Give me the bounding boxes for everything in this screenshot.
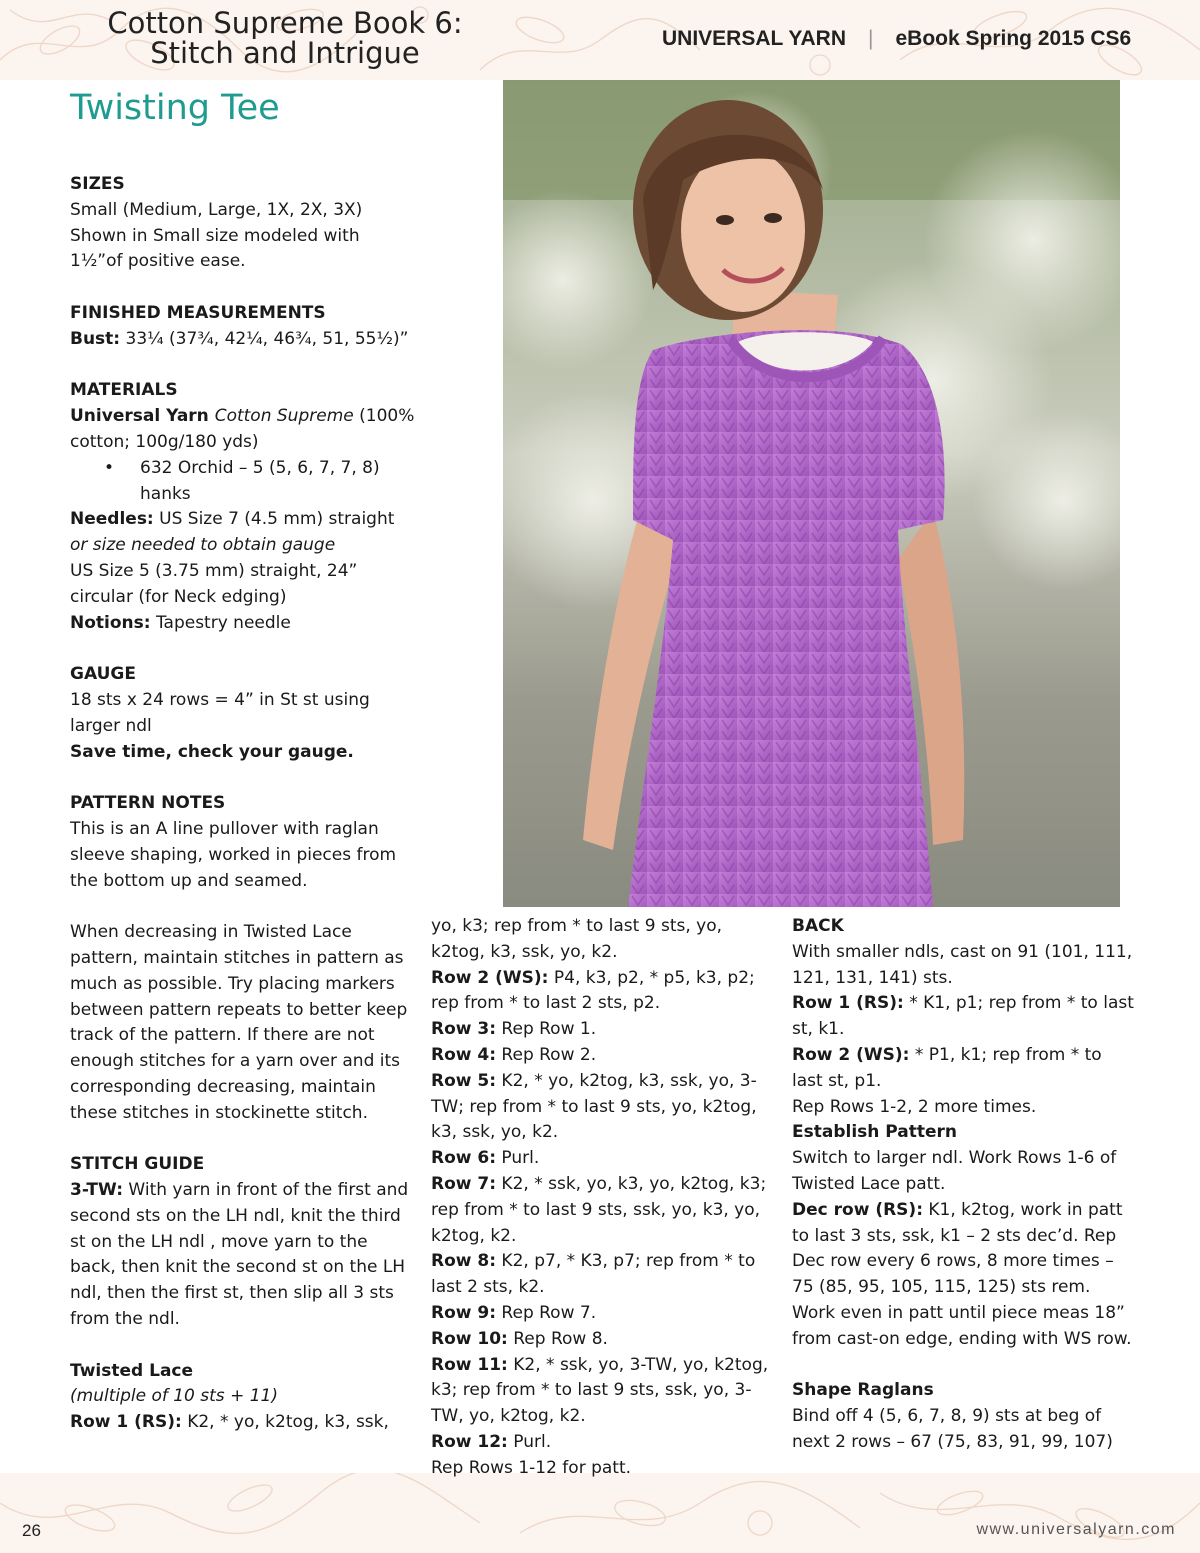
row-label: Row 5: xyxy=(431,1070,497,1091)
row-text: P4, k3, p2, * p5, k3, p2; rep from * to last 2 sts, p2. xyxy=(431,967,755,1014)
colorway-list-item xyxy=(70,456,415,508)
pattern-notes-text1: This is an A line pullover with raglan sleeve shaping, worked in pieces from the bottom up and seamed. xyxy=(70,818,397,891)
stitch-guide-heading: STITCH GUIDE xyxy=(70,1154,205,1175)
yarn-details: (100% cotton; 100g/180 yds) xyxy=(70,406,415,452)
establish-pattern-text: Switch to larger ndl. Work Rows 1-6 of Twisted Lace patt. xyxy=(792,1148,1117,1194)
lace-row-7 xyxy=(431,1172,776,1249)
yarn-brand: Universal Yarn xyxy=(70,406,215,427)
page-number: 26 xyxy=(22,1521,41,1540)
lace-repeat-note: Rep Rows 1-12 for patt. xyxy=(431,1457,632,1478)
row-label: Row 2 (WS): xyxy=(792,1044,910,1065)
row-text: K2, p7, * K3, p7; rep from * to last 2 sts, k2. xyxy=(431,1251,756,1298)
back-heading: BACK xyxy=(792,916,844,936)
back-row-1 xyxy=(792,991,1137,1043)
row-label: Row 8: xyxy=(431,1251,497,1272)
row-text: K2, * yo, k2tog, k3, ssk, xyxy=(181,1412,389,1433)
row-label: Row 4: xyxy=(431,1044,497,1065)
twisted-lace-multiple: (multiple of 10 sts + 11) xyxy=(70,1386,278,1407)
dec-row-text: K1, k2tog, work in patt to last 3 sts, ssk, k1 – 2 sts dec’d. Rep Dec row every 6 rows, 8 more times – 75 (85, 95, 105, 115, 125) sts rem. xyxy=(792,1199,1123,1298)
row-label: Row 9: xyxy=(431,1302,497,1323)
row-text: Rep Row 7. xyxy=(496,1302,597,1323)
shape-raglans-text: Bind off 4 (5, 6, 7, 8, 9) sts at beg of next 2 rows – 67 (75, 83, 91, 99, 107) xyxy=(792,1406,1113,1452)
lace-row-5 xyxy=(431,1069,776,1146)
three-tw-text: With yarn in front of the first and second sts on the LH ndl, knit the third st on the LH ndl , move yarn to the back, then knit the second st on the LH ndl, then the first st, then slip all 3 sts from the ndl. xyxy=(70,1180,409,1330)
row-label: Row 10: xyxy=(431,1328,508,1349)
model-photo xyxy=(503,80,1120,907)
dec-row xyxy=(792,1198,1137,1301)
row-text: Rep Row 8. xyxy=(507,1328,608,1349)
lace-row-3 xyxy=(431,1017,776,1043)
needles-small: US Size 5 (3.75 mm) straight, 24” circular (for Neck edging) xyxy=(70,560,358,607)
lace-row-6 xyxy=(431,1146,776,1172)
pattern-notes-text2: When decreasing in Twisted Lace pattern, maintain stitches in pattern as much as possible. Try placing markers between pattern repeats to better keep track of the pattern. If there are not enough stitches for a yarn over and its corresponding decreasing, maintain these stitches in stockinette stitch. xyxy=(70,922,408,1123)
materials-heading: MATERIALS xyxy=(70,380,178,401)
back-row-2 xyxy=(792,1043,1137,1095)
gauge-check: Save time, check your gauge. xyxy=(70,741,354,762)
shape-raglans-heading: Shape Raglans xyxy=(792,1380,934,1401)
bust-label: Bust: xyxy=(70,328,121,349)
needles-gauge-note: or size needed to obtain gauge xyxy=(70,535,336,556)
column-left xyxy=(70,172,415,1436)
back-repeat-note: Rep Rows 1-2, 2 more times. xyxy=(792,1096,1037,1117)
book-title-line2: Stitch and Intrigue xyxy=(150,36,420,70)
needles-label: Needles: xyxy=(70,509,154,530)
floral-pattern-icon xyxy=(0,1473,1200,1553)
lace-row-4 xyxy=(431,1043,776,1069)
row-text: Purl. xyxy=(496,1148,540,1169)
pattern-notes-heading: PATTERN NOTES xyxy=(70,793,226,814)
brand-name: UNIVERSAL YARN xyxy=(662,27,846,50)
row-text: * K1, p1; rep from * to last st, k1. xyxy=(792,993,1134,1040)
work-even-text: Work even in patt until piece meas 18” from cast-on edge, ending with WS row. xyxy=(792,1302,1132,1349)
establish-pattern-heading: Establish Pattern xyxy=(792,1122,958,1143)
notions-value: Tapestry needle xyxy=(150,612,291,633)
row-text: * P1, k1; rep from * to last st, p1. xyxy=(792,1044,1102,1091)
row-text: Rep Row 1. xyxy=(496,1019,597,1040)
sizes-heading: SIZES xyxy=(70,174,125,194)
column-middle xyxy=(431,914,776,1482)
header-brand-info xyxy=(662,27,1131,51)
three-tw-label: 3-TW: xyxy=(70,1180,124,1201)
lace-row-1 xyxy=(70,1410,415,1436)
book-title xyxy=(100,8,470,68)
row-text: Purl. xyxy=(507,1431,552,1452)
lace-row-1-continued: yo, k3; rep from * to last 9 sts, yo, k2tog, k3, ssk, yo, k2. xyxy=(431,916,723,962)
column-right xyxy=(792,914,1137,1456)
lace-row-8 xyxy=(431,1249,776,1301)
row-label: Row 2 (WS): xyxy=(431,967,549,988)
lace-row-12 xyxy=(431,1430,776,1456)
bust-value: 33¼ (37¾, 42¼, 46¾, 51, 55½)” xyxy=(120,328,409,349)
bullet-icon: • xyxy=(104,457,115,478)
twisted-lace-heading: Twisted Lace xyxy=(70,1360,194,1381)
back-cast-on: With smaller ndls, cast on 91 (101, 111, 121, 131, 141) sts. xyxy=(792,941,1133,988)
row-text: K2, * ssk, yo, k3, yo, k2tog, k3; rep from * to last 9 sts, ssk, yo, k3, yo, k2tog, k2. xyxy=(431,1173,767,1246)
colorway-text: 632 Orchid – 5 (5, 6, 7, 7, 8) hanks xyxy=(140,457,380,504)
book-title-line1: Cotton Supreme Book 6: xyxy=(107,6,463,40)
needles-value: US Size 7 (4.5 mm) straight xyxy=(153,509,395,530)
row-label: Row 3: xyxy=(431,1019,497,1040)
notions-label: Notions: xyxy=(70,612,151,633)
lace-row-11 xyxy=(431,1353,776,1430)
bust-measurement xyxy=(70,327,415,353)
row-label: Row 11: xyxy=(431,1354,508,1375)
row-label: Row 7: xyxy=(431,1173,497,1194)
lace-row-2 xyxy=(431,966,776,1018)
row-label: Row 1 (RS): xyxy=(70,1412,182,1433)
lace-row-10 xyxy=(431,1327,776,1353)
three-tw-definition xyxy=(70,1178,415,1333)
row-label: Row 12: xyxy=(431,1431,508,1452)
yarn-spec xyxy=(70,404,415,456)
website-link[interactable]: www.universalyarn.com xyxy=(976,1521,1176,1538)
row-text: K2, * ssk, yo, 3-TW, yo, k2tog, k3; rep from * to last 9 sts, ssk, yo, 3-TW, yo, k2tog, k2. xyxy=(431,1354,769,1427)
edition-label: eBook Spring 2015 CS6 xyxy=(895,27,1132,50)
finished-measurements-heading: FINISHED MEASUREMENTS xyxy=(70,302,326,323)
needles-spec xyxy=(70,507,415,533)
row-text: Rep Row 2. xyxy=(496,1044,597,1065)
header-separator: | xyxy=(868,27,874,50)
gauge-heading: GAUGE xyxy=(70,664,136,685)
row-label: Row 6: xyxy=(431,1148,497,1169)
lace-row-9 xyxy=(431,1301,776,1327)
sizes-text: Small (Medium, Large, 1X, 2X, 3X) Shown in Small size modeled with 1½”of positive ease. xyxy=(70,199,363,272)
footer-floral-band xyxy=(0,1473,1200,1553)
row-text: K2, * yo, k2tog, k3, ssk, yo, 3-TW; rep from * to last 9 sts, yo, k2tog, k3, ssk, yo, k2. xyxy=(431,1070,757,1143)
yarn-name: Cotton Supreme xyxy=(214,406,354,427)
notions-spec xyxy=(70,611,415,637)
row-label: Row 1 (RS): xyxy=(792,993,904,1014)
dec-row-label: Dec row (RS): xyxy=(792,1199,923,1220)
gauge-text: 18 sts x 24 rows = 4” in St st using larger ndl xyxy=(70,689,370,736)
pattern-title: Twisting Tee xyxy=(70,88,280,128)
model-sweater-illustration xyxy=(503,80,1120,907)
